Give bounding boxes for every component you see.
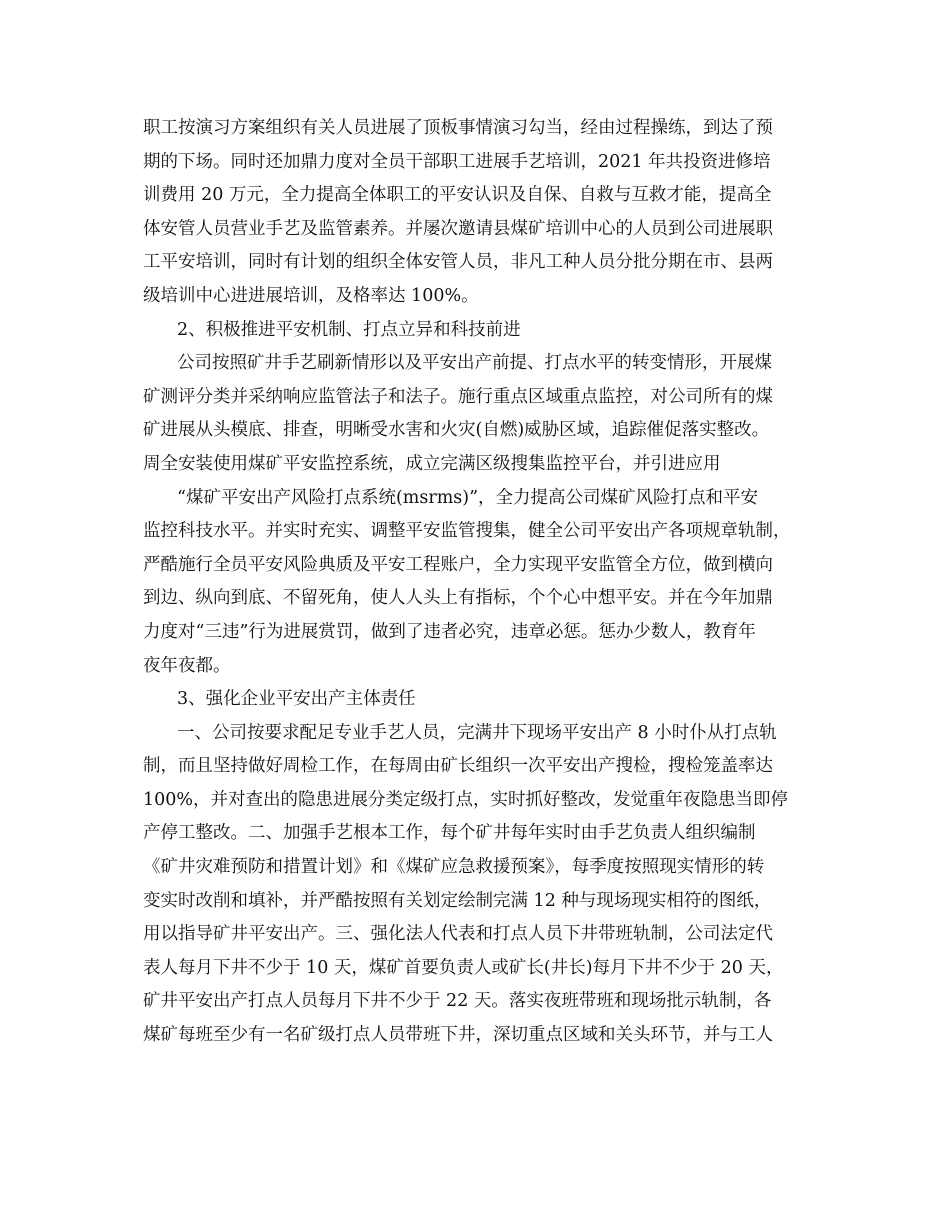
- text-line: 2、积极推进平安机制、打点立异和科技前进: [177, 319, 521, 340]
- text-line: 100%，并对查出的隐患进展分类定级打点，实时抓好整改，发觉重年夜隐患当即停: [143, 789, 789, 810]
- text-line: 训费用 20 万元，全力提高全体职工的平安认识及自保、自救与互救才能，提高全: [143, 185, 772, 206]
- text-line: 监控科技水平。并实时充实、调整平安监管搜集，健全公司平安出产各项规章轨制，: [143, 521, 791, 542]
- text-line: 夜年夜都。: [143, 655, 231, 676]
- text-line: 表人每月下井不少于 10 天，煤矿首要负责人或矿长(井长)每月下井不少于 20 天，: [143, 957, 784, 978]
- text-line: 《矿井灾难预防和措置计划》和《煤矿应急救援预案》，每季度按照现实情形的转: [143, 857, 765, 878]
- text-line: 到边、纵向到底、不留死角，使人人头上有指标，个个心中想平安。并在今年加鼎: [143, 588, 773, 609]
- text-line: 级培训中心进进展培训，及格率达 100%。: [143, 285, 479, 306]
- text-line: 体安管人员营业手艺及监管素养。并屡次邀请县煤矿培训中心的人员到公司进展职: [143, 218, 773, 239]
- text-line: 严酷施行全员平安风险典质及平安工程账户，全力实现平安监管全方位，做到横向: [143, 554, 773, 575]
- text-line: 周全安装使用煤矿平安监控系统，成立完满区级搜集监控平台，并引进应用: [143, 453, 721, 474]
- text-line: 3、强化企业平安出产主体责任: [177, 689, 416, 710]
- text-line: 工平安培训，同时有计划的组织全体安管人员，非凡工种人员分批分期在市、县两: [143, 252, 773, 273]
- text-line: 力度对“三违”行为进展赏罚，做到了违者必究，违章必惩。惩办少数人，教育年: [143, 621, 756, 642]
- text-line: “煤矿平安出产风险打点系统(msrms)”，全力提高公司煤矿风险打点和平安: [177, 487, 759, 508]
- text-line: 煤矿每班至少有一名矿级打点人员带班下井，深切重点区域和关头环节，并与工人: [143, 1025, 773, 1046]
- text-line: 矿测评分类并采纳响应监管法子和法子。施行重点区域重点监控，对公司所有的煤: [143, 386, 773, 407]
- text-line: 期的下场。同时还加鼎力度对全员干部职工进展手艺培训，2021 年共投资进修培: [143, 151, 771, 172]
- text-line: 公司按照矿井手艺刷新情形以及平安出产前提、打点水平的转变情形，开展煤: [177, 353, 772, 374]
- text-line: 用以指导矿井平安出产。三、强化法人代表和打点人员下井带班轨制，公司法定代: [143, 924, 773, 945]
- text-line: 变实时改削和填补，并严酷按照有关划定绘制完满 12 种与现场现实相符的图纸，: [143, 890, 772, 911]
- document-body: [143, 112, 823, 1053]
- text-line: 一、公司按要求配足专业手艺人员，完满井下现场平安出产 8 小时仆从打点轨: [177, 722, 777, 743]
- text-line: 矿进展从头模底、排查，明晰受水害和火灾(自燃)威胁区域，追踪催促落实整改。: [143, 420, 770, 441]
- text-line: 制，而且坚持做好周检工作，在每周由矿长组织一次平安出产搜检，搜检笼盖率达: [143, 756, 773, 777]
- text-line: 职工按演习方案组织有关人员进展了顶板事情演习勾当，经由过程操练，到达了预: [143, 118, 773, 138]
- text-line: 产停工整改。二、加强手艺根本工作，每个矿井每年实时由手艺负责人组织编制: [143, 823, 756, 844]
- text-line: 矿井平安出产打点人员每月下井不少于 22 天。落实夜班带班和现场批示轨制，各: [143, 991, 772, 1012]
